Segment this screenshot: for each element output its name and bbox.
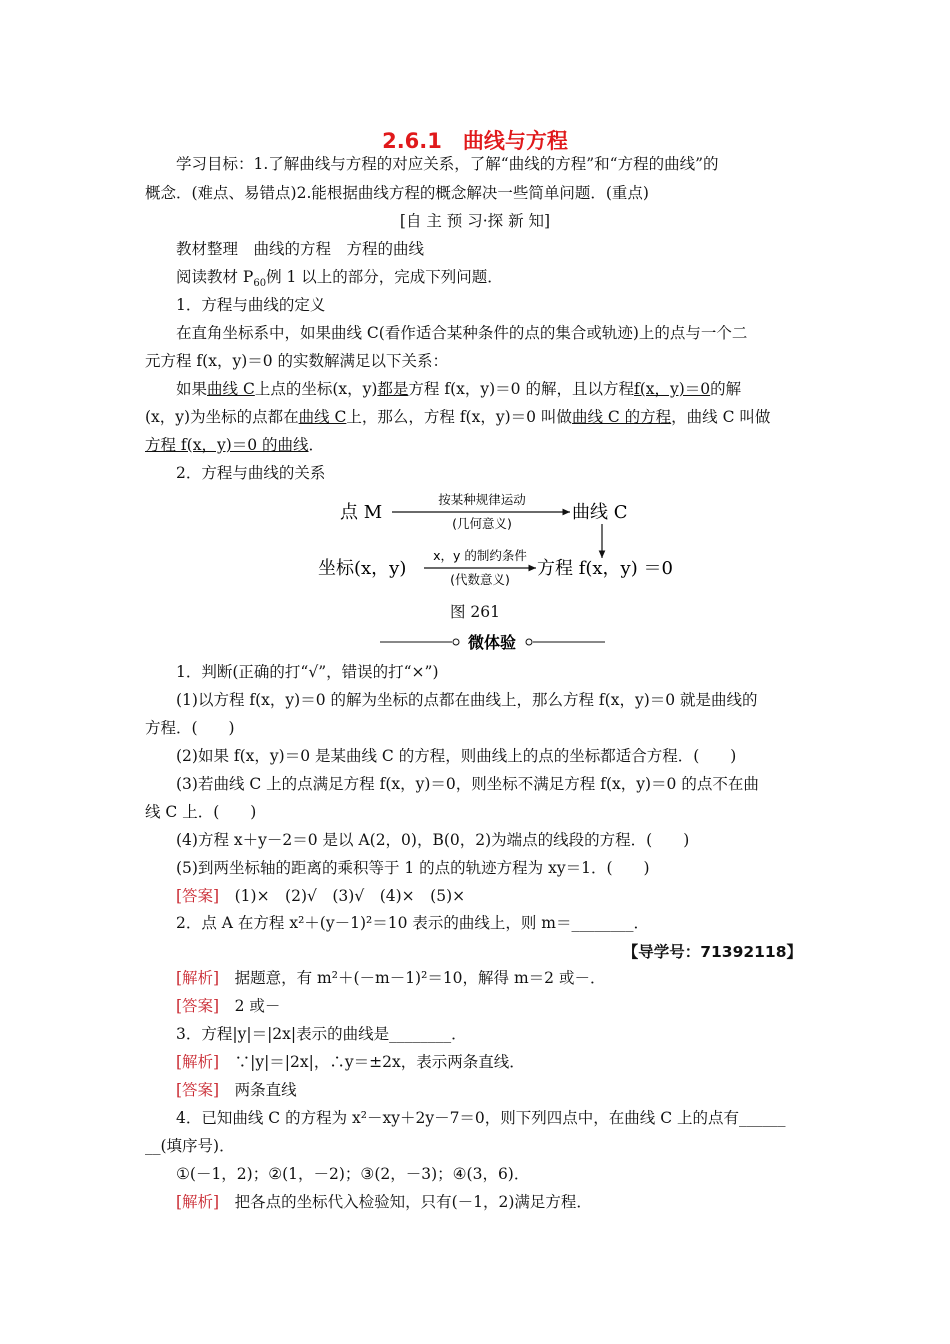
reading-text-b: 例 1 以上的部分，完成下列问题．: [266, 268, 503, 286]
text-run: 上点的坐标(x，y): [254, 380, 378, 398]
q1-item-5: (5)到两坐标轴的距离的乘积等于 1 的点的轨迹方程为 xy＝1．( ): [176, 859, 650, 877]
text-run: 上，那么，方程 f(x，y)＝0 叫做: [346, 408, 572, 426]
q1-item-1a: (1)以方程 f(x，y)＝0 的解为坐标的点都在曲线上，那么方程 f(x，y)＝0 就是曲线的: [176, 691, 758, 709]
top-arrow-label: 按某种规律运动: [438, 492, 526, 507]
answer-tag: [答案]: [176, 887, 220, 905]
text-run: (x，y)为坐标的点都在: [145, 408, 299, 426]
text-run: 的解: [710, 380, 742, 398]
answer-text: 2 或－: [219, 997, 281, 1015]
relation-heading: 2．方程与曲线的关系: [176, 464, 326, 482]
q4-analysis: [176, 1192, 592, 1212]
diagram-curve-label: 曲线 C: [572, 502, 628, 523]
q1-answer: [176, 886, 465, 906]
q4-stem-a: 4．已知曲线 C 的方程为 x²－xy＋2y－7＝0，则下列四点中，在曲线 C 上的点有______: [176, 1109, 786, 1127]
curve-equation-diagram: [300, 488, 700, 598]
underlined-blank: 曲线 C: [298, 408, 347, 426]
text-run: ，曲线 C 叫做: [671, 408, 771, 426]
definition-p2-line-3: [145, 435, 324, 455]
banner-dot-left: [453, 639, 459, 645]
text-run: 方程 f(x，y)＝0 的解，且以方程: [408, 380, 634, 398]
q1-item-3a: (3)若曲线 C 上的点满足方程 f(x，y)＝0，则坐标不满足方程 f(x，y)＝0 的点不在曲: [176, 775, 759, 793]
definition-heading: 1．方程与曲线的定义: [176, 296, 326, 314]
text-run: 如果: [176, 380, 208, 398]
reading-instruction: [176, 267, 503, 294]
q3-answer: [176, 1080, 297, 1100]
banner-dot-right: [526, 639, 532, 645]
q2-analysis: [176, 968, 605, 988]
text-run: ．: [308, 436, 325, 454]
objectives-line-2: 概念．(难点、易错点)2.能根据曲线方程的概念解决一些简单问题．(重点): [145, 184, 649, 202]
q1-item-3b: 线 C 上．( ): [145, 803, 257, 821]
page-title: 2.6.1 曲线与方程: [382, 129, 568, 153]
underlined-blank: f(x，y)＝0: [633, 380, 711, 398]
q3-analysis: [176, 1052, 525, 1072]
q1-stem: 1．判断(正确的打“√”，错误的打“×”): [176, 663, 439, 681]
diagram-equation-label: 方程 f(x，y) ＝0: [537, 558, 673, 579]
definition-p1-line-2: 元方程 f(x，y)＝0 的实数解满足以下关系：: [145, 352, 449, 370]
q1-item-1b: 方程．( ): [145, 719, 235, 737]
analysis-text: 据题意，有 m²＋(－m－1)²＝10，解得 m＝2 或－．: [219, 969, 606, 987]
analysis-text: ∵|y|＝|2x|，∴y＝±2x，表示两条直线．: [219, 1053, 525, 1071]
objectives-line-1: 学习目标：1.了解曲线与方程的对应关系，了解“曲线的方程”和“方程的曲线”的: [176, 155, 719, 173]
reading-page-sub: 60: [253, 278, 267, 290]
q3-stem: 3．方程|y|＝|2x|表示的曲线是________．: [176, 1025, 467, 1043]
reading-text-a: 阅读教材 P: [176, 268, 254, 286]
q1-item-2: (2)如果 f(x，y)＝0 是某曲线 C 的方程，则曲线上的点的坐标都适合方程．( ): [176, 747, 737, 765]
micro-title: 微体验: [467, 633, 517, 652]
material-title: 教材整理 曲线的方程 方程的曲线: [176, 240, 425, 258]
q4-stem-b: __(填序号)．: [145, 1137, 235, 1155]
diagram-point-label: 点 M: [340, 502, 383, 523]
analysis-tag: [解析]: [176, 969, 220, 987]
answer-text: (1)× (2)√ (3)√ (4)× (5)×: [219, 887, 466, 905]
analysis-tag: [解析]: [176, 1053, 220, 1071]
bottom-arrow-label: x，y 的制约条件: [433, 548, 527, 563]
underlined-blank: 方程 f(x，y)＝0 的曲线: [145, 436, 309, 454]
definition-p2-line-2: [145, 407, 770, 427]
analysis-text: 把各点的坐标代入检验知，只有(－1，2)满足方程．: [219, 1193, 592, 1211]
underlined-blank: 曲线 C 的方程: [571, 408, 672, 426]
q2-stem: 2．点 A 在方程 x²＋(y－1)²＝10 表示的曲线上，则 m＝________．: [176, 914, 649, 932]
bottom-arrow-sub: (代数意义): [450, 572, 510, 587]
underlined-blank: 都是: [377, 380, 409, 398]
answer-text: 两条直线: [219, 1081, 297, 1099]
guide-number: 【导学号：71392118】: [622, 943, 802, 961]
q1-item-4: (4)方程 x＋y－2＝0 是以 A(2，0)，B(0，2)为端点的线段的方程．( ): [176, 831, 690, 849]
top-arrow-sub: (几何意义): [452, 516, 512, 531]
diagram-coord-label: 坐标(x，y): [318, 558, 407, 579]
analysis-tag: [解析]: [176, 1193, 220, 1211]
micro-experience-banner: [380, 630, 605, 654]
definition-p2-line-1: [176, 379, 741, 399]
figure-caption: 图 261: [449, 603, 500, 621]
definition-p1-line-1: 在直角坐标系中，如果曲线 C(看作适合某种条件的点的集合或轨迹)上的点与一个二: [176, 324, 748, 342]
underlined-blank: 曲线 C: [207, 380, 255, 398]
q2-answer: [176, 996, 280, 1016]
q4-options: ①(－1，2)；②(1，－2)；③(2，－3)；④(3，6)．: [176, 1165, 530, 1183]
answer-tag: [答案]: [176, 997, 220, 1015]
section-header: [自 主 预 习·探 新 知]: [399, 212, 551, 230]
answer-tag: [答案]: [176, 1081, 220, 1099]
